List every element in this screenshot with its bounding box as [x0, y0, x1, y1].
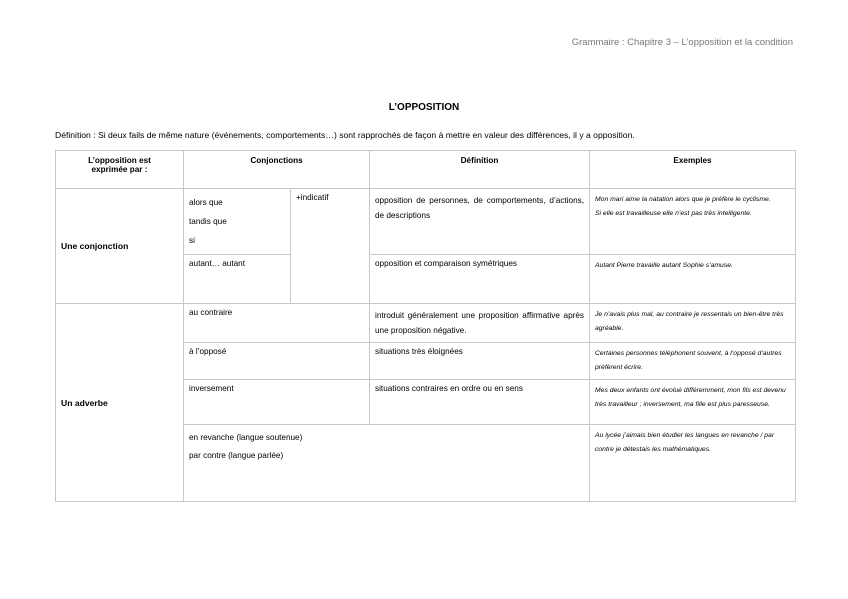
col-header-conjunctions: Conjonctions	[184, 151, 370, 189]
conjunction-cell: autant… autant	[184, 255, 291, 304]
example-cell: Autant Pierre travaille autant Sophie s’amuse.	[590, 255, 796, 304]
adverb-item: en revanche (langue soutenue)	[189, 433, 303, 442]
col-header-expressed-by	[56, 151, 184, 189]
definition-cell: introduit généralement une proposition affirmative après une proposition négative.	[370, 304, 590, 343]
definition-cell: situations très éloignées	[370, 343, 590, 380]
page-header: Grammaire : Chapitre 3 – L’opposition et la condition	[571, 37, 793, 48]
col-header-definition: Définition	[370, 151, 590, 189]
conjunction-item: alors que	[189, 198, 223, 207]
adverb-cell: inversement	[184, 380, 370, 425]
row-label-conjunction: Une conjonction	[56, 189, 184, 304]
adverb-cell: au contraire	[184, 304, 370, 343]
col-header-examples: Exemples	[590, 151, 796, 189]
table-header-row	[56, 151, 796, 189]
example-line: Si elle est travailleuse elle n’est pas très intelligente.	[595, 210, 752, 217]
table-row	[56, 304, 796, 343]
example-cell: Au lycée j’aimais bien étudier les langues en revanche / par contre je détestais les mathématiques.	[590, 425, 796, 502]
example-line: Mon mari aime la natation alors que je préfère le cyclisme.	[595, 196, 771, 203]
definition-cell: opposition de personnes, de comportements, d’actions, de descriptions	[370, 189, 590, 255]
adverb-item: par contre (langue parlée)	[189, 451, 284, 460]
opposition-table	[55, 150, 796, 502]
col-header-line: exprimée par :	[91, 165, 148, 174]
definition-text: Définition : Si deux fails de même nature (événements, comportements…) sont rapprochés de façon à mettre en valeur des différences, il y a opposition.	[55, 130, 635, 140]
adverb-cell: à l’opposé	[184, 343, 370, 380]
conjunction-item: si	[189, 236, 195, 245]
page-title: L’OPPOSITION	[388, 102, 460, 113]
row-label-adverb: Un adverbe	[56, 304, 184, 502]
col-header-line: L’opposition est	[88, 156, 151, 165]
mode-cell: +indicatif	[291, 189, 370, 304]
conjunction-item: tandis que	[189, 217, 227, 226]
definition-cell: situations contraires en ordre ou en sens	[370, 380, 590, 425]
table-row	[56, 189, 796, 255]
example-cell: Certaines personnes téléphonent souvent, à l’opposé d’autres préfèrent écrire.	[590, 343, 796, 380]
adverb-cell	[184, 425, 590, 502]
definition-cell: opposition et comparaison symétriques	[370, 255, 590, 304]
example-cell: Je n’avais plus mal, au contraire je ressentais un bien-être très agréable.	[590, 304, 796, 343]
conjunction-cell	[184, 189, 291, 255]
example-cell	[590, 189, 796, 255]
example-cell: Mes deux enfants ont évolué différemment, mon fils est devenu très travailleur ; inversement, ma fille est plus paresseuse.	[590, 380, 796, 425]
